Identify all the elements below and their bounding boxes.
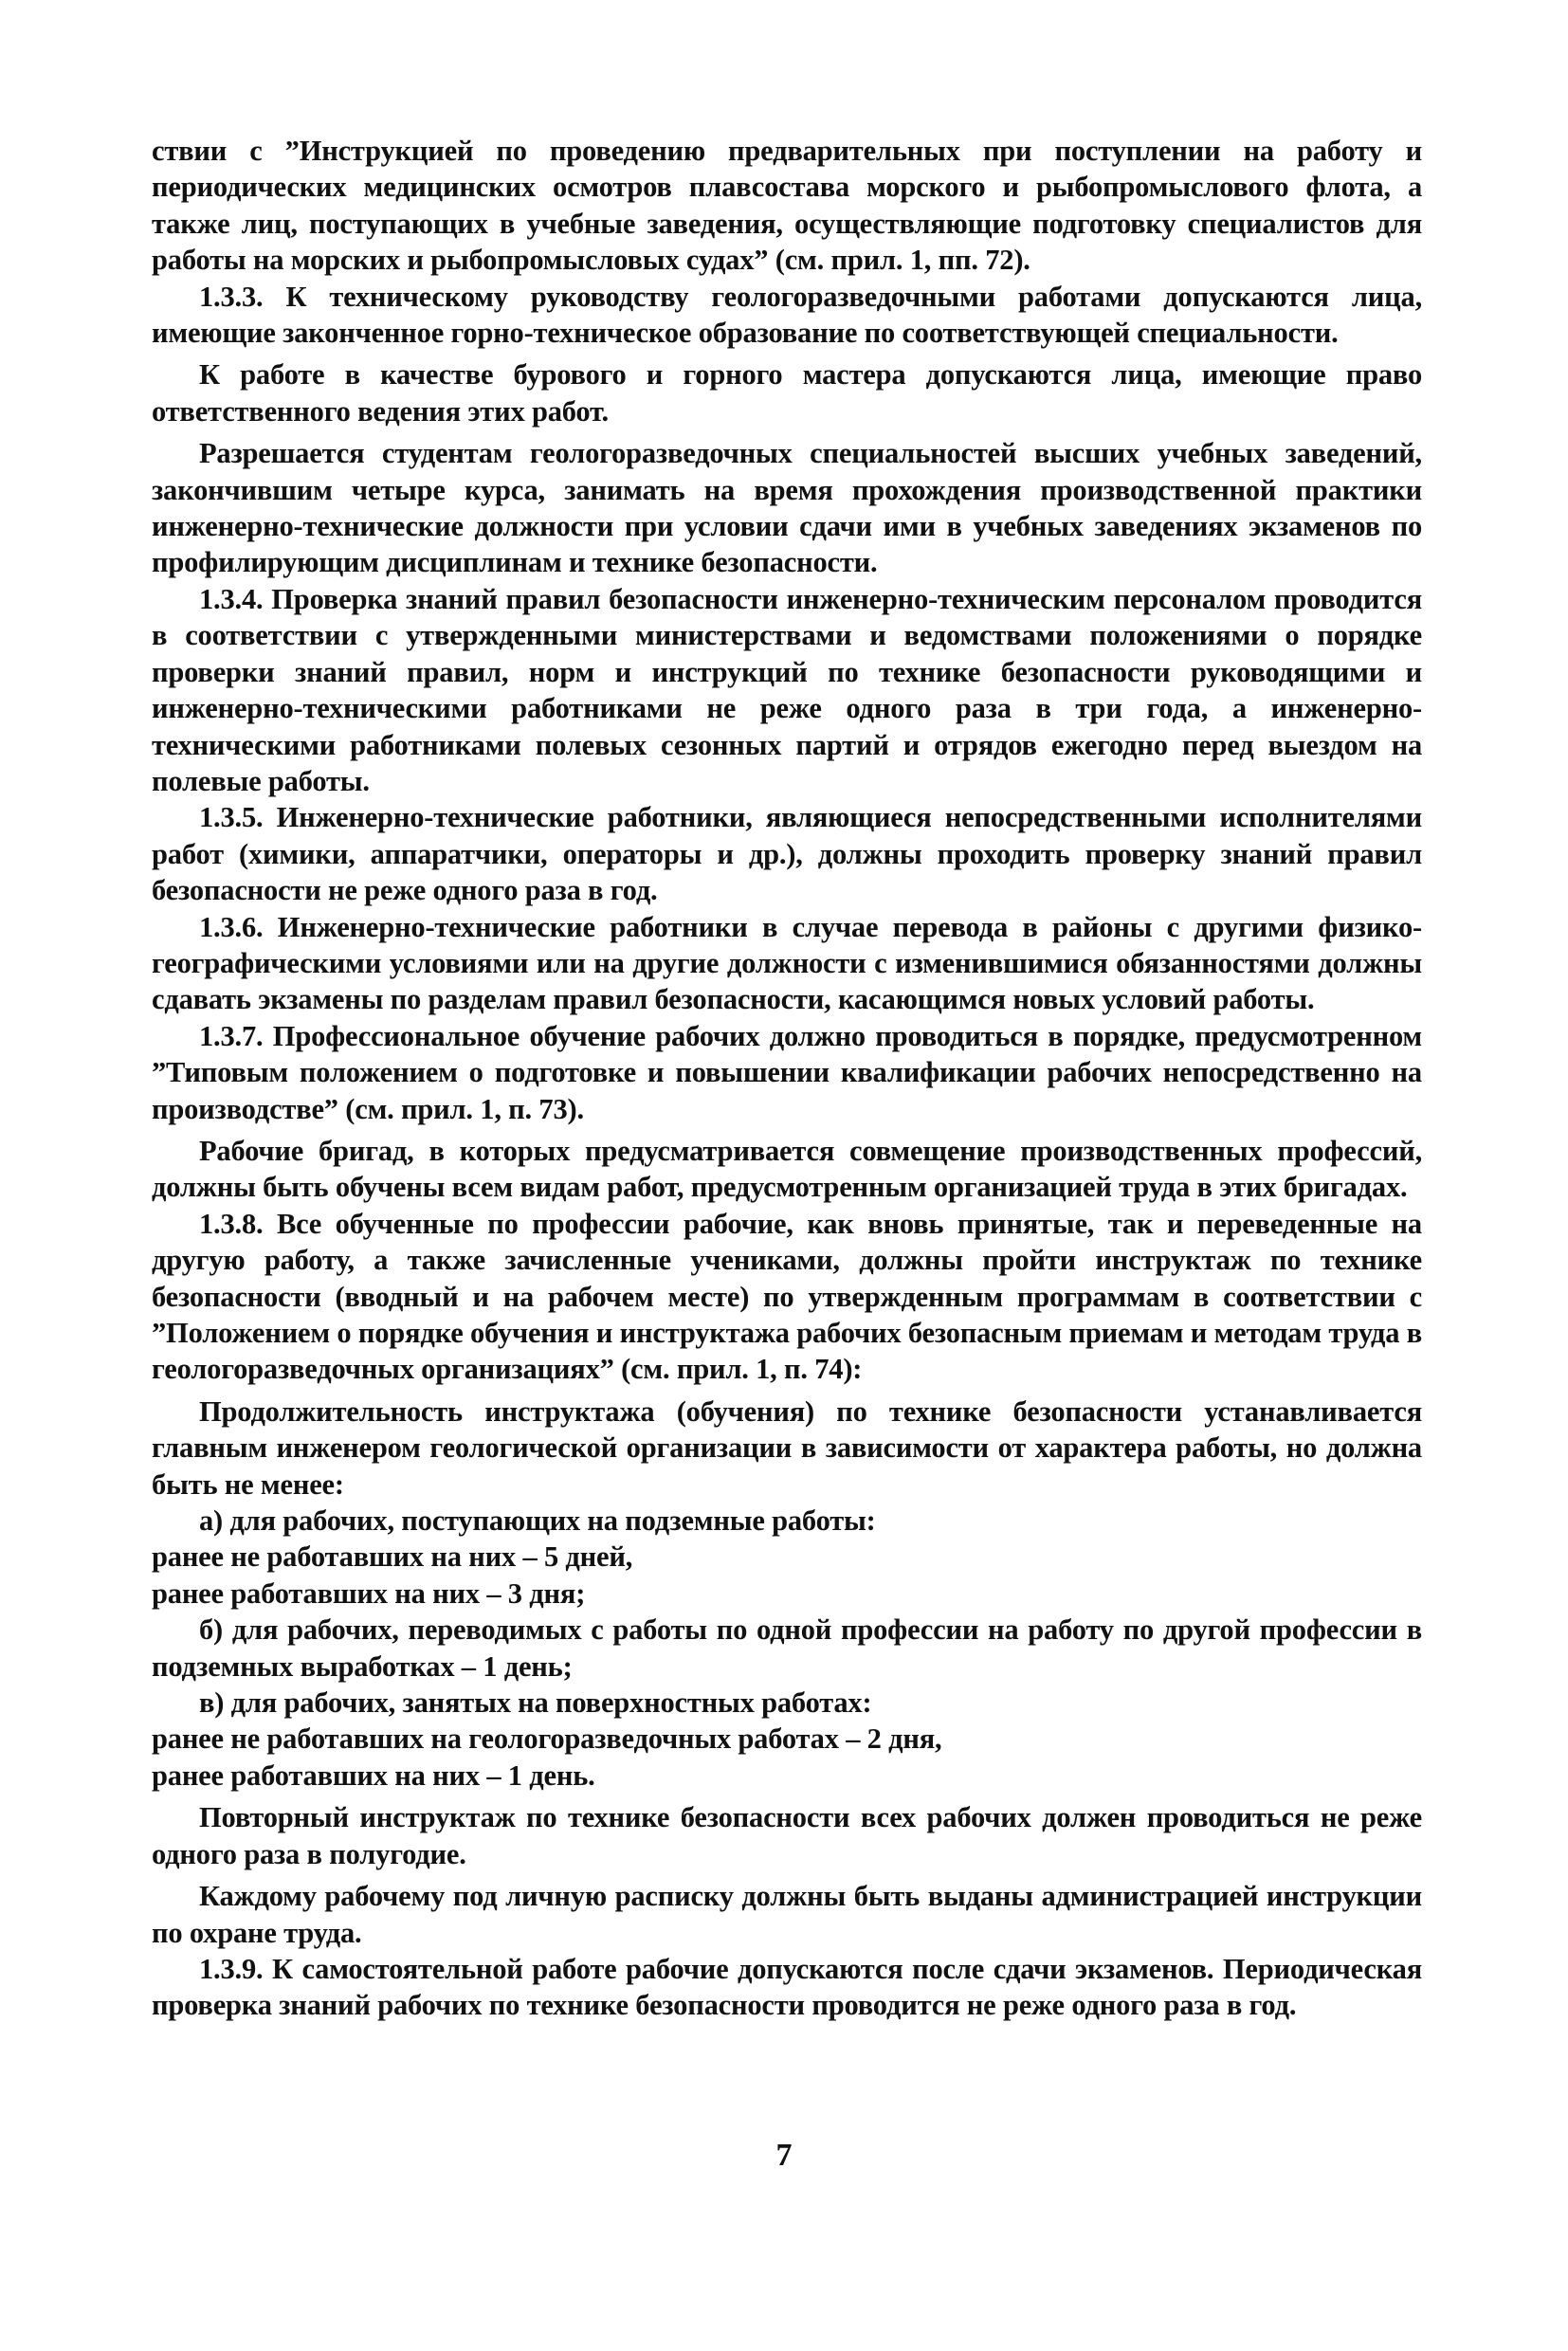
paragraph-1-3-6: 1.3.6. Инженерно-технические работники в случае перевода в районы с другими физико-географическими условиями или на другие должности с изменившимися обязанностями должны сдавать экзамены по разделам правил безопасности, касающимся новых условий работы. (152, 910, 1422, 1016)
paragraph-1-3-5: 1.3.5. Инженерно-технические работники, являющиеся непосредственными исполнителями работ (химики, аппаратчики, операторы и др.), должны проходить проверку знаний правил безопасности не реже одного раза в год. (152, 801, 1422, 907)
list-line-v2: ранее работавших на них – 1 день. (152, 1759, 595, 1792)
page-number: 7 (775, 2138, 793, 2173)
paragraph-master-admission: К работе в качестве бурового и горного мастера допускаются лица, имеющие право ответственного ведения этих работ. (152, 358, 1422, 428)
paragraph-1-3-7: 1.3.7. Профессиональное обучение рабочих должно проводиться в порядке, предусмотренном ”Типовым положением о подготовке и повышении квалификации рабочих непосредственно на производстве” (см. прил. 1, п. 73). (152, 1019, 1422, 1125)
paragraph-continuation: ствии с ”Инструкцией по проведению предварительных при поступлении на работу и периодических медицинских осмотров плавсостава морского и рыбопромыслового флота, а также лиц, поступающих в учебные заведения, осуществляющие подготовку специалистов для работы на морских и рыбопромысловых судах” (см. прил. 1, пп. 72). (152, 135, 1422, 277)
paragraph-duration: Продолжительность инструктажа (обучения) по технике безопасности устанавливается главным инженером геологической организации в зависимости от характера работы, но должна быть не менее: (152, 1394, 1422, 1501)
list-line-a2: ранее работавших на них – 3 дня; (152, 1576, 586, 1610)
paragraph-1-3-4: 1.3.4. Проверка знаний правил безопасности инженерно-техническим персоналом проводится в соответствии с утвержденными министерствами и ведомствами положениями о порядке проверки знаний правил, норм и инструкций по технике безопасности руководящими и инженерно-техническими работниками не реже одного раза в три года, а инженерно-техническими работниками полевых сезонных партий и отрядов ежегодно перед выездом на полевые работы. (152, 582, 1422, 797)
paragraph-instructions-issued: Каждому рабочему под личную расписку должны быть выданы администрацией инструкции по охране труда. (152, 1880, 1422, 1949)
list-line-a1: ранее не работавших на них – 5 дней, (152, 1540, 633, 1574)
list-item-a: а) для рабочих, поступающих на подземные работы: (199, 1504, 876, 1538)
paragraph-brigades: Рабочие бригад, в которых предусматривается совмещение производственных профессий, должны быть обучены всем видам работ, предусмотренным организацией труда в этих бригадах. (152, 1134, 1422, 1204)
paragraph-students: Разрешается студентам геологоразведочных специальностей высших учебных заведений, закончившим четыре курса, занимать на время прохождения производственной практики инженерно-технические должности при условии сдачи ими в учебных заведениях экзаменов по профилирующим дисциплинам и технике безопасности. (152, 437, 1422, 579)
body-text (152, 133, 1422, 2024)
list-item-v: в) для рабочих, занятых на поверхностных работах: (199, 1686, 872, 1720)
paragraph-1-3-9: 1.3.9. К самостоятельной работе рабочие допускаются после сдачи экзаменов. Периодическая проверка знаний рабочих по технике безопасности проводится не реже одного раза в год. (152, 1952, 1422, 2022)
list-line-v1: ранее не работавших на геологоразведочных работах – 2 дня, (152, 1722, 942, 1756)
paragraph-repeat-instruction: Повторный инструктаж по технике безопасности всех рабочих должен проводиться не реже одного раза в полугодие. (152, 1801, 1422, 1870)
paragraph-1-3-8: 1.3.8. Все обученные по профессии рабочие, как вновь принятые, так и переведенные на другую работу, а также зачисленные учениками, должны пройти инструктаж по технике безопасности (вводный и на рабочем месте) по утвержденным программам в соответствии с ”Положением о порядке обучения и инструктажа рабочих безопасным приемам и методам труда в геологоразведочных организациях” (см. прил. 1, п. 74): (152, 1207, 1422, 1386)
list-item-b: б) для рабочих, переводимых с работы по одной профессии на работу по другой профессии в подземных выработках – 1 день; (152, 1613, 1422, 1683)
paragraph-1-3-3: 1.3.3. К техническому руководству геологоразведочными работами допускаются лица, имеющие законченное горно-техническое образование по соответствующей специальности. (152, 280, 1422, 350)
